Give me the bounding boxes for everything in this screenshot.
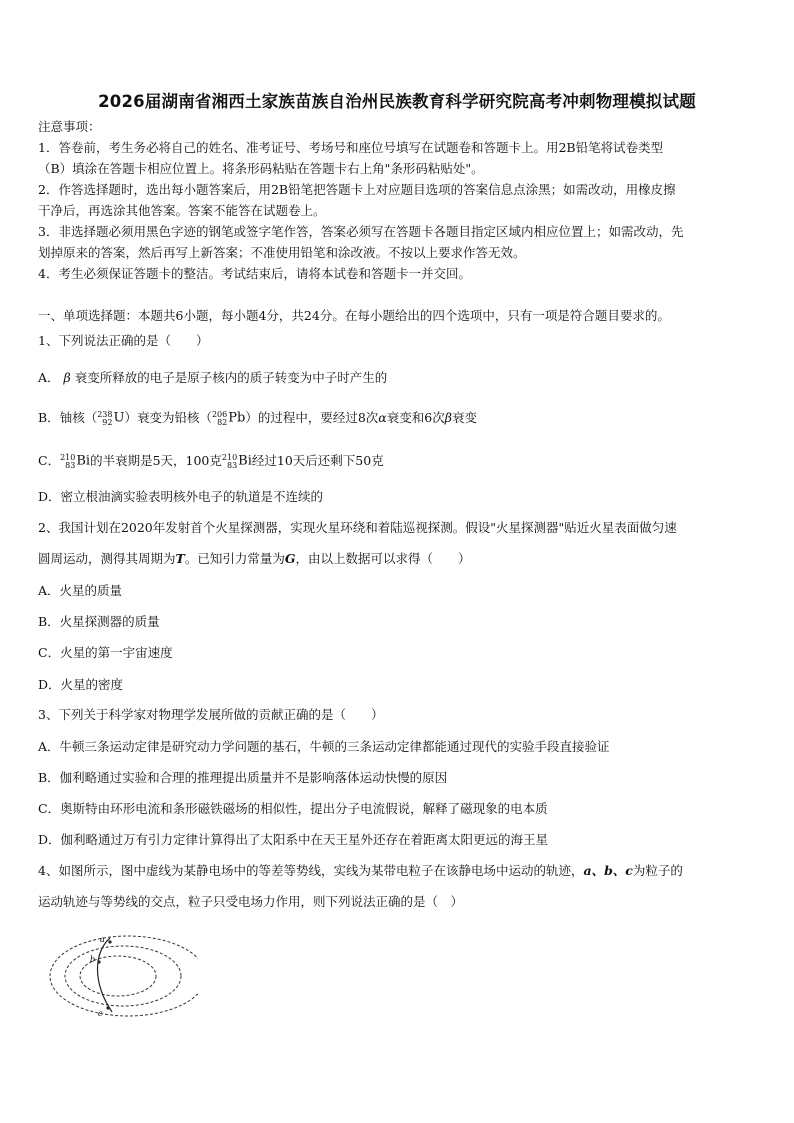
q1-a-label: A． — [38, 370, 60, 385]
bismuth-nuclide-1 — [60, 452, 90, 471]
q1-b-text-4: 衰变和6次 — [386, 410, 445, 425]
point-c-label: c — [98, 1009, 103, 1018]
q1-c-text-1: 的半衰期是5天，100克 — [90, 453, 222, 468]
page-title: 2026届湖南省湘西土家族苗族自治州民族教育科学研究院高考冲刺物理模拟试题 — [98, 92, 696, 111]
q1-c-text-2: 经过10天后还剩下50克 — [251, 453, 384, 468]
q1-stem: 1、下列说法正确的是（ ） — [38, 333, 209, 348]
q1-d-label: D． — [38, 489, 61, 504]
q2-stem-2c: ，由以上数据可以求得（ ） — [295, 551, 471, 566]
point-c-marker — [106, 1006, 109, 1009]
q2-option-a: A．火星的质量 — [38, 583, 123, 598]
lead-symbol: Pb — [228, 410, 246, 426]
point-b-marker — [97, 960, 100, 963]
q1-option-d — [38, 488, 758, 506]
uranium-mass-number: 238 — [97, 409, 113, 419]
bismuth-symbol-2: Bi — [238, 453, 252, 469]
q2-option-d: D．火星的密度 — [38, 677, 124, 692]
point-a-marker — [108, 940, 111, 943]
q1-b-label: B． — [38, 410, 60, 425]
q2-stem-2a: 圆周运动，测得其周期为 — [38, 551, 176, 566]
bismuth-atomic-number-2: 83 — [226, 460, 238, 470]
q2-period-symbol: T — [175, 551, 185, 566]
particle-trajectory — [98, 938, 113, 1012]
point-b-label: b — [90, 955, 96, 964]
q3-option-c: C．奥斯特由环形电流和条形磁铁磁场的相似性，提出分子电流假说，解释了磁现象的电本质 — [38, 801, 548, 816]
lead-mass-number: 206 — [211, 409, 228, 419]
q1-d-text: 密立根油滴实验表明核外电子的轨道是不连续的 — [60, 489, 324, 504]
q3-option-d: D．伽利略通过万有引力定律计算得出了太阳系中在天王星外还存在着距离太阳更远的海王星 — [38, 832, 549, 847]
q3-option-b: B．伽利略通过实验和合理的推理提出质量并不是影响落体运动快慢的原因 — [38, 770, 448, 785]
q1-a-beta: β — [63, 370, 71, 385]
q1-b-text-2: ）衰变为铅核（ — [124, 410, 212, 425]
q4-stem-line-1 — [38, 862, 758, 880]
q4-stem-line-2: 运动轨迹与等势线的交点，粒子只受电场力作用，则下列说法正确的是（ ） — [38, 894, 464, 909]
uranium-nuclide — [97, 409, 124, 428]
q1-b-text-1: 铀核（ — [59, 410, 98, 425]
bismuth-atomic-number: 83 — [65, 460, 76, 470]
equipotential-line-middle — [65, 946, 181, 1006]
q2-stem-2b: 。已知引力常量为 — [184, 551, 285, 566]
q2-option-c: C．火星的第一宇宙速度 — [38, 645, 173, 660]
q4-point-labels: a、b、c — [583, 863, 633, 878]
q2-stem-line-2 — [38, 550, 758, 568]
q1-option-a — [38, 369, 758, 387]
notice-line-7: 4．考生必须保证答题卡的整洁。考试结束后，请将本试卷和答题卡一并交回。 — [38, 266, 471, 281]
q4-stem-1a: 4、如图所示，图中虚线为某静电场中的等差等势线，实线为某带电粒子在该静电场中运动的轨迹， — [38, 863, 584, 878]
q1-option-b — [38, 409, 758, 428]
q4-stem-1b: 为粒子的 — [632, 863, 683, 878]
q2-option-b: B．火星探测器的质量 — [38, 614, 160, 629]
section-heading: 一、单项选择题：本题共6小题，每小题4分，共24分。在每小题给出的四个选项中，只有一项是符合题目要求的。 — [38, 308, 670, 323]
q1-c-label: C． — [38, 453, 61, 468]
notice-line-3: 2．作答选择题时，选出每小题答案后，用2B铅笔把答题卡上对应题目选项的答案信息点涂黑；如需改动，用橡皮擦 — [38, 182, 676, 197]
notice-heading: 注意事项： — [38, 119, 101, 134]
equipotential-figure — [38, 930, 198, 1022]
q1-option-c — [38, 452, 758, 471]
notice-line-2: （B）填涂在答题卡相应位置上。将条形码粘贴在答题卡右上角"条形码粘贴处"。 — [38, 161, 484, 176]
q1-b-text-3: ）的过程中，要经过8次 — [245, 410, 379, 425]
notice-line-5: 3．非选择题必须用黑色字迹的钢笔或签字笔作答，答案必须写在答题卡各题目指定区域内相应位置上；如需改动，先 — [38, 224, 684, 239]
lead-nuclide — [212, 409, 245, 428]
bismuth-mass-number: 210 — [60, 452, 76, 462]
q3-option-a: A．牛顿三条运动定律是研究动力学问题的基石，牛顿的三条运动定律都能通过现代的实验手段直接验证 — [38, 739, 610, 754]
q1-b-alpha: α — [378, 410, 387, 425]
uranium-atomic-number: 92 — [102, 417, 113, 427]
point-a-label: a — [100, 935, 105, 944]
q3-stem: 3、下列关于科学家对物理学发展所做的贡献正确的是（ ） — [38, 707, 384, 722]
notice-line-6: 划掉原来的答案，然后再写上新答案；不准使用铅笔和涂改液。不按以上要求作答无效。 — [38, 245, 526, 260]
bismuth-symbol: Bi — [76, 453, 91, 469]
bismuth-nuclide-2 — [222, 452, 252, 471]
bismuth-mass-number-2: 210 — [221, 452, 238, 462]
q1-b-beta: β — [444, 410, 452, 425]
equipotential-line-outer — [50, 936, 198, 1016]
lead-atomic-number: 82 — [217, 417, 228, 427]
q2-stem-line-1: 2、我国计划在2020年发射首个火星探测器，实现火星环绕和着陆巡视探测。假设"火星探测器"贴近火星表面做匀速 — [38, 520, 677, 535]
notice-line-4: 干净后，再选涂其他答案。答案不能答在试题卷上。 — [38, 203, 326, 218]
q1-a-text: 衰变所释放的电子是原子核内的质子转变为中子时产生的 — [74, 370, 388, 385]
q1-b-text-5: 衰变 — [451, 410, 477, 425]
q2-gravity-constant-symbol: G — [284, 551, 296, 566]
uranium-symbol: U — [113, 410, 125, 426]
notice-line-1: 1．答卷前，考生务必将自己的姓名、准考证号、考场号和座位号填写在试题卷和答题卡上。用2B铅笔将试卷类型 — [38, 140, 664, 155]
